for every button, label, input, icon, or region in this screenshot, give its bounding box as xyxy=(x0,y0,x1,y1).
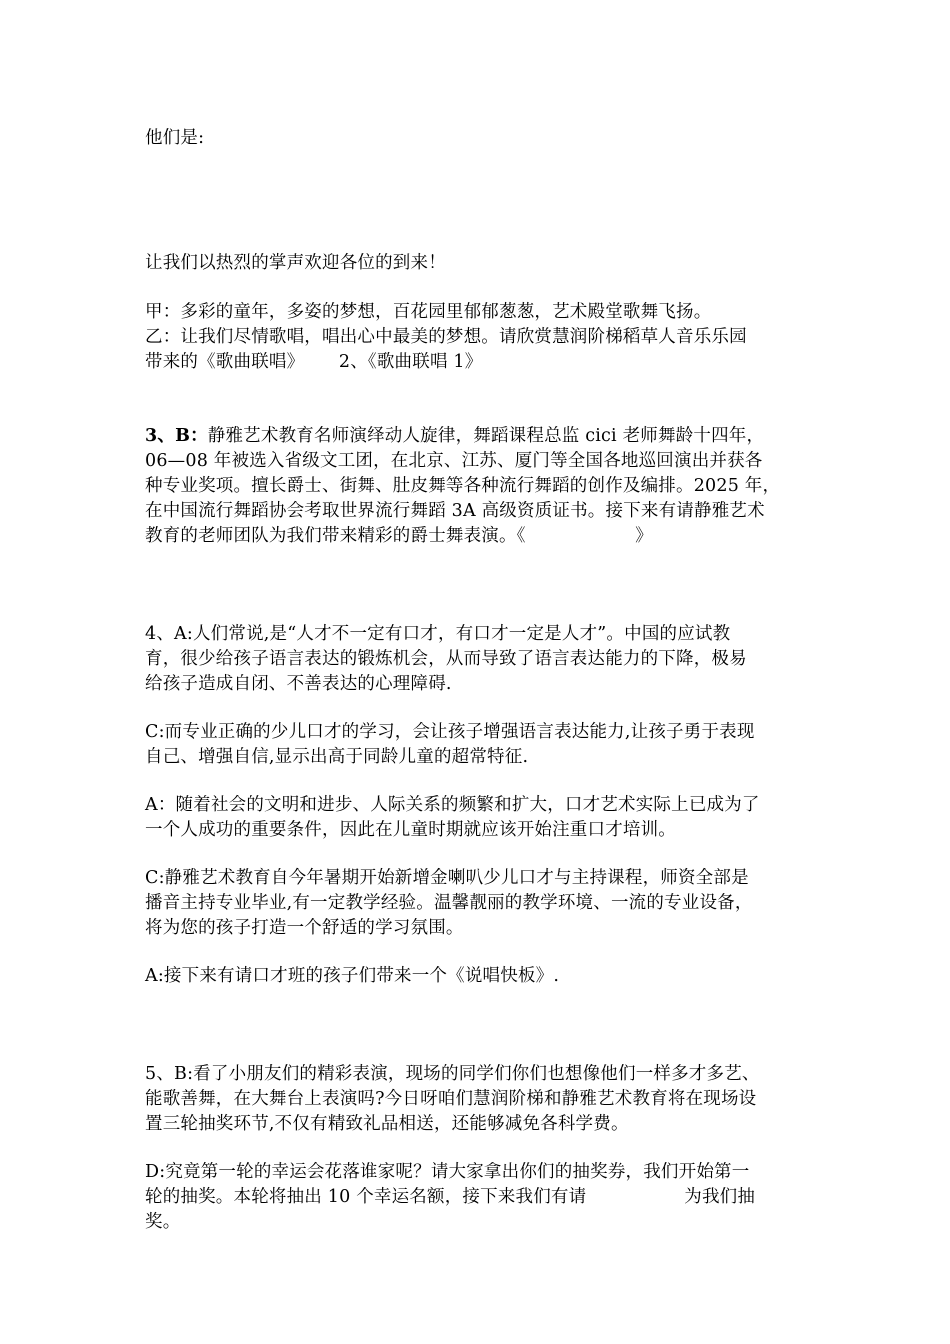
section-4-line: A:接下来有请口才班的孩子们带来一个《说唱快板》. xyxy=(145,966,560,986)
section-3-line: 06—08 年被选入省级文工团，在北京、江苏、厦门等全国各地巡回演出并获各 xyxy=(145,451,763,471)
dialogue-line: 带来的《歌曲联唱》 2、《歌曲联唱 1》 xyxy=(145,352,483,372)
section-3-heading: 3、B： xyxy=(145,426,208,446)
section-4-line: 一个人成功的重要条件，因此在儿童时期就应该开始注重口才培训。 xyxy=(145,820,676,840)
section-5-line: 轮的抽奖。本轮将抽出 10 个幸运名额，接下来我们有请 为我们抽 xyxy=(145,1187,756,1207)
section-4-line: 4、A:人们常说,是“人才不一定有口才，有口才一定是人才”。中国的应试教 xyxy=(145,624,731,644)
section-4-line: 播音主持专业毕业,有一定教学经验。温馨靓丽的教学环境、一流的专业设备， xyxy=(145,893,753,913)
section-3-line: 种专业奖项。擅长爵士、街舞、肚皮舞等各种流行舞蹈的创作及编排。2025 年， xyxy=(145,476,781,496)
section-5-line: 能歌善舞，在大舞台上表演吗?今日呀咱们慧润阶梯和静雅艺术教育将在现场设 xyxy=(145,1089,757,1109)
section-4-line: C:静雅艺术教育自今年暑期开始新增金喇叭少儿口才与主持课程，师资全部是 xyxy=(145,868,749,888)
section-4-line: C:而专业正确的少儿口才的学习，会让孩子增强语言表达能力,让孩子勇于表现 xyxy=(145,722,755,742)
section-4-line: 将为您的孩子打造一个舒适的学习氛围。 xyxy=(145,918,464,938)
section-5-line: 5、B:看了小朋友们的精彩表演，现场的同学们你们也想像他们一样多才多艺、 xyxy=(145,1064,760,1084)
dialogue-line: 甲：多彩的童年，多姿的梦想，百花园里郁郁葱葱，艺术殿堂歌舞飞扬。 xyxy=(145,302,712,322)
section-3-text: 静雅艺术教育名师演绎动人旋律，舞蹈课程总监 cici 老师舞龄十四年， xyxy=(207,426,765,446)
section-4-line: 育，很少给孩子语言表达的锻炼机会，从而导致了语言表达能力的下降，极易 xyxy=(145,649,747,669)
section-3-line xyxy=(145,424,764,448)
section-4-line: 自己、增强自信,显示出高于同龄儿童的超常特征. xyxy=(145,747,529,767)
section-5-line: 奖。 xyxy=(145,1212,181,1232)
section-5-line: D:究竟第一轮的幸运会花落谁家呢？请大家拿出你们的抽奖券，我们开始第一 xyxy=(145,1162,750,1182)
section-3-line: 教育的老师团队为我们带来精彩的爵士舞表演。《 》 xyxy=(145,526,653,546)
welcome-line: 让我们以热烈的掌声欢迎各位的到来！ xyxy=(145,253,446,273)
section-4-line: A：随着社会的文明和进步、人际关系的频繁和扩大，口才艺术实际上已成为了 xyxy=(145,795,760,815)
section-5-line: 置三轮抽奖环节,不仅有精致礼品相送，还能够减免各科学费。 xyxy=(145,1114,629,1134)
intro-line: 他们是: xyxy=(145,128,205,148)
section-3-line: 在中国流行舞蹈协会考取世界流行舞蹈 3A 高级资质证书。接下来有请静雅艺术 xyxy=(145,501,765,521)
dialogue-line: 乙：让我们尽情歌唱，唱出心中最美的梦想。请欣赏慧润阶梯稻草人音乐乐园 xyxy=(145,327,747,347)
section-4-line: 给孩子造成自闭、不善表达的心理障碍. xyxy=(145,674,452,694)
